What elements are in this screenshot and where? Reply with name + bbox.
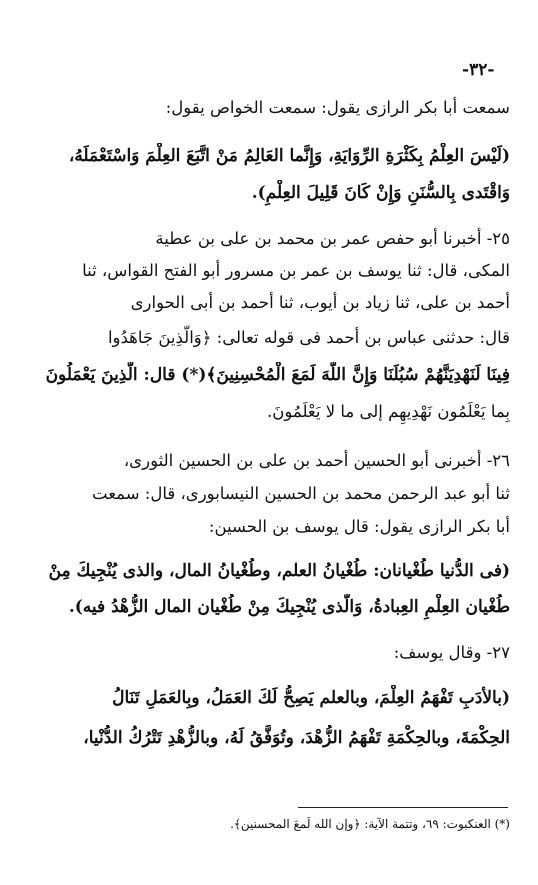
text-line-3: وَاقْتَدى بِالسُّنَنِ وَإِنْ كَانَ قَلِيلَ العِلْمِ). (251, 183, 510, 203)
text-line-5: المكى، قال: ثنا يوسف بن عمر بن مسرور أبو الفتح القواس، ثنا (82, 261, 510, 280)
text-line-4: ٢٥- أخبرنا أبو حفص عمر بن محمد بن على بن عطية (155, 229, 510, 248)
text-line-16: (بالأدَبِ تَفْهَمُ العِلْمَ، وبالعلم يَصِحُّ لَكَ العَمَلُ، وبِالعَمَلِ تَنَالُ (112, 688, 510, 708)
footnote: (*) العنكبوت: ٦٩، وتتمة الآية: ﴿وإن الله لَمعَ المحسنين﴾. (230, 817, 510, 831)
text-line-9: بِما يَعْلَمُون نَهْدِيهِم إلى ما لا يَعْلَمُونَ. (267, 402, 510, 421)
text-line-13: (فى الدُّنيا طُغْيانان: طُغْيانُ العلم، وطُغْيانُ المال، والذى يُنْجِيكَ مِنْ (48, 561, 510, 581)
text-line-7: قال: حدثنى عباس بن أحمد فى قوله تعالى: ﴿وَالَّذِينَ جَاهَدُوا (107, 328, 510, 347)
footnote-separator (298, 807, 508, 808)
text-line-11: ثنا أبو عبد الرحمن محمد بن الحسين النيسابورى، قال: سمعت (92, 484, 510, 503)
text-line-8: فِينَا لَنَهْدِيَنَّهُمْ سُبُلَنَا وَإِنَّ اللَّهَ لَمَعَ الْمُحْسِنِينَ﴾(*) قال: الَّذِينَ يَعْمَلُونَ (45, 365, 510, 385)
text-line-2: (لَيْسَ العِلْمُ بِكَثْرَةِ الرِّوَايَةِ، وَإِنَّما العَالِمُ مَنْ اتَّبَعَ العِلْمَ وَاسْتَعْمَلَهُ، (68, 146, 510, 166)
page-number: -٣٢- (462, 60, 495, 80)
text-line-15: ٢٧- وقال يوسف: (393, 643, 510, 662)
text-line-12: أبا بكر الرازى يقول: قال يوسف بن الحسين: (208, 517, 510, 536)
text-line-6: أحمد بن على، ثنا زياد بن أيوب، ثنا أحمد بن أبى الحوارى (130, 293, 510, 312)
text-line-17: الحِكْمَةَ، وبالحِكْمَةِ تَفْهَمُ الزُّهْدَ، وتُوَفَّقُ لَهُ، وبالزُّهْدِ تَتْرُكُ الدُّنْيا، (83, 728, 510, 748)
text-line-1: سمعت أبا بكر الرازى يقول: سمعت الخواص يقول: (165, 98, 510, 117)
text-line-10: ٢٦- أخبرنى أبو الحسين أحمد بن على بن الحسين الثورى، (123, 451, 510, 470)
text-line-14: طُغْيان العِلْمِ العِبادةُ، وَالَّذى يُنْجِيكَ مِنْ طُغْيان المال الزُّهْدُ فيه). (68, 597, 510, 617)
